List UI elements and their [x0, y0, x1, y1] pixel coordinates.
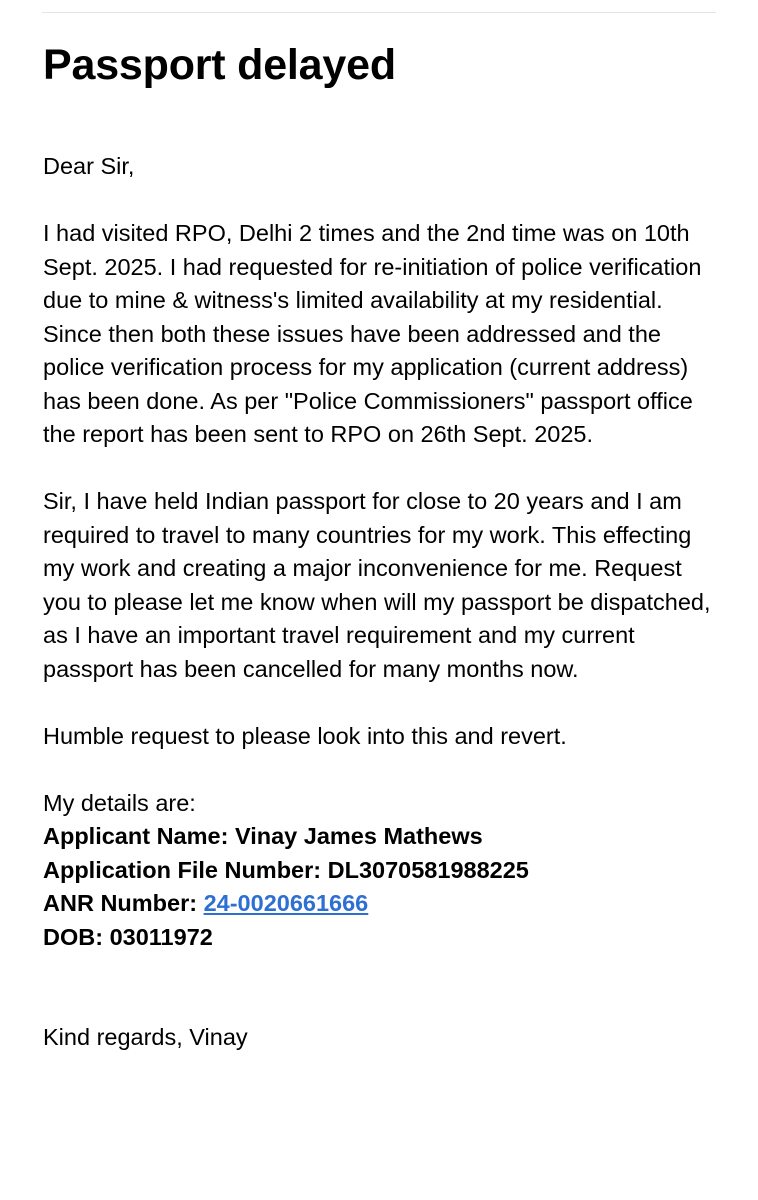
header-divider: [42, 12, 716, 13]
signoff: Kind regards, Vinay: [43, 1024, 248, 1050]
details-intro: My details are:: [43, 789, 196, 816]
applicant-name: Applicant Name: Vinay James Mathews: [43, 823, 483, 849]
email-body: [43, 150, 723, 1055]
anr-number-label: ANR Number:: [43, 890, 204, 916]
application-file-number: Application File Number: DL3070581988225: [43, 856, 529, 883]
paragraph-travel-need: Sir, I have held Indian passport for close to 20 years and I am required to travel to many countries for my work. This effecting my work and creating a major inconvenience for me. Request you to please let me know when will my passport be dispatched, as I have an important travel requirement and my current passport has been cancelled for many months now.: [43, 488, 711, 682]
email-subject: Passport delayed: [43, 41, 396, 89]
anr-number-link[interactable]: 24-0020661666: [203, 890, 369, 916]
date-of-birth: DOB: 03011972: [43, 923, 213, 950]
greeting: Dear Sir,: [43, 153, 135, 179]
paragraph-visit-details: I had visited RPO, Delhi 2 times and the 2nd time was on 10th Sept. 2025. I had requested for re-initiation of police verification due to mine & witness's limited availability at my residential. Since then both these issues have been addressed and the police verification process for my application (current address) has been done. As per "Police Commissioners" passport office the report has been sent to RPO on 26th Sept. 2025.: [43, 220, 702, 447]
anr-number-row: [43, 887, 723, 921]
paragraph-request: Humble request to please look into this and revert.: [43, 722, 567, 749]
signature-spacer: [43, 954, 723, 1021]
